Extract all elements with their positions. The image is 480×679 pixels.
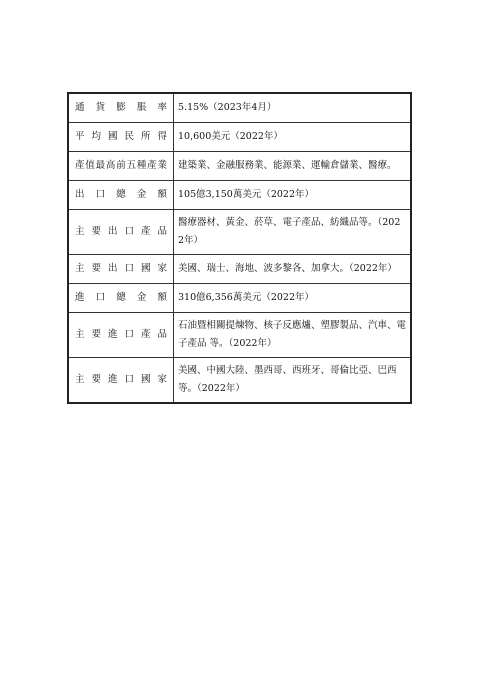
economic-info-table: [67, 92, 412, 404]
row-value-export-countries: 美國、瑞士、海地、波多黎各、加拿大。（2022年）: [174, 255, 412, 284]
table-row: [68, 123, 411, 152]
row-label-per-capita-income: 平均國民所得: [68, 123, 174, 152]
row-label-inflation: 通貨膨脹率: [68, 93, 174, 123]
table-row: [68, 358, 411, 404]
table-row: [68, 152, 411, 181]
table-row: [68, 313, 411, 358]
row-value-main-imports: 石油暨相關提煉物、核子反應爐、塑膠製品、汽車、電子產品 等。（2022年）: [174, 313, 412, 358]
row-value-inflation: 5.15%（2023年4月）: [174, 93, 412, 123]
row-value-top-industries: 建築業、金融服務業、能源業、運輸倉儲業、醫療。: [174, 152, 412, 181]
row-label-export-total: 出口總金額: [68, 181, 174, 210]
row-label-main-imports: 主要進口產品: [68, 313, 174, 358]
row-label-export-countries: 主要出口國家: [68, 255, 174, 284]
table-row: [68, 93, 411, 123]
row-value-per-capita-income: 10,600美元（2022年）: [174, 123, 412, 152]
row-label-top-industries: 產值最高前五種產業: [68, 152, 174, 181]
row-value-export-total: 105億3,150萬美元（2022年）: [174, 181, 412, 210]
row-label-main-exports: 主要出口產品: [68, 210, 174, 255]
row-value-import-countries: 美國、中國大陸、墨西哥、西班牙、哥倫比亞、巴西等。（2022年）: [174, 358, 412, 404]
row-value-import-total: 310億6,356萬美元（2022年）: [174, 284, 412, 313]
table-row: [68, 181, 411, 210]
table-row: [68, 210, 411, 255]
row-value-main-exports: 醫療器材、黃金、菸草、電子產品、紡織品等。（2022年）: [174, 210, 412, 255]
row-label-import-total: 進口總金額: [68, 284, 174, 313]
table-row: [68, 284, 411, 313]
table-row: [68, 255, 411, 284]
row-label-import-countries: 主要進口國家: [68, 358, 174, 404]
